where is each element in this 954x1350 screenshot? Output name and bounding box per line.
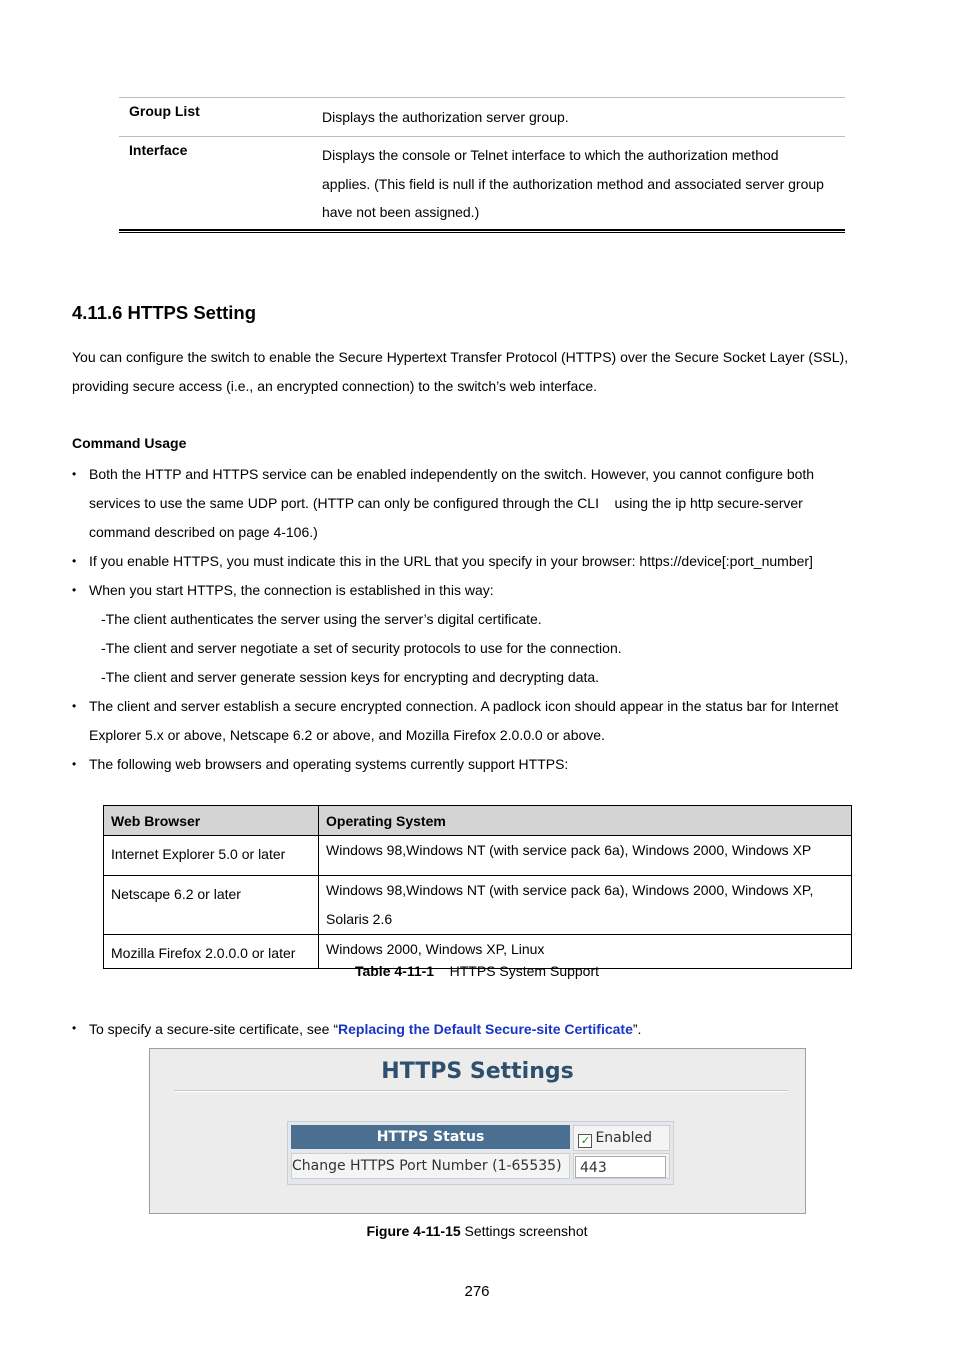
figure-caption [0,1223,954,1239]
enabled-label: Enabled [595,1130,653,1146]
definition-table [119,97,845,233]
description-line: Displays the console or Telnet interface to which the authorization method [322,147,779,163]
screenshot-title: HTTPS Settings [381,1059,574,1084]
table-row [104,876,852,935]
bullet-line: Explorer 5.x or above, Netscape 6.2 or above, and Mozilla Firefox 2.0.0.0 or above. [89,727,605,743]
enabled-checkbox[interactable]: ✓ [578,1134,592,1148]
os-cell [319,876,852,935]
title-divider [174,1090,788,1092]
bullet-line: command described on page 4-106.) [89,524,318,540]
figure-caption-text: Settings screenshot [464,1223,588,1239]
browser-cell: Netscape 6.2 or later [104,876,319,935]
os-line: Windows 98,Windows NT (with service pack 6a), Windows 2000, Windows XP, [326,882,814,898]
bullet-line: • The client and server establish a secure encrypted connection. A padlock icon should appear in the status bar for Internet [89,698,839,714]
bullet-line: services to use the same UDP port. (HTTP can only be configured through the CLI using the ip http secure-server [89,495,803,511]
os-line: Solaris 2.6 [326,911,393,927]
definition-description: Displays the authorization server group. [322,109,569,125]
https-support-table [103,805,852,969]
column-header-browser: Web Browser [104,806,319,836]
intro-line: You can configure the switch to enable the Secure Hypertext Transfer Protocol (HTTPS) over the Secure Socket Layer (SSL), [72,349,849,365]
column-header-os: Operating System [319,806,852,836]
bullet-line: • Both the HTTP and HTTPS service can be enabled independently on the switch. However, you cannot configure both [89,466,815,482]
table-caption-number: Table 4-11-1 [354,963,435,979]
browser-cell: Internet Explorer 5.0 or later [104,836,319,876]
bullet-line: • The following web browsers and operating systems currently support HTTPS: [89,756,569,772]
bullet-item [72,1021,641,1037]
page-number: 276 [464,1283,490,1300]
bullet-item [72,576,872,692]
table-caption-text: HTTPS System Support [449,963,600,979]
figure-caption-number: Figure 4-11-15 [366,1223,461,1239]
bullet-line: • If you enable HTTPS, you must indicate this in the URL that you specify in your browser: https://device[:port_number] [89,553,813,569]
sub-item: -The client and server negotiate a set of security protocols to use for the connection. [101,640,622,656]
usage-bullet-list [72,460,872,779]
certificate-link[interactable]: Replacing the Default Secure-site Certificate [338,1021,633,1037]
definition-row-group-list [119,97,845,136]
port-number-input[interactable]: 443 [575,1156,666,1178]
sub-item: -The client and server generate session keys for encrypting and decrypting data. [101,669,600,685]
table-header-row [104,806,852,836]
bullet-item [72,692,872,750]
cert-prefix: To specify a secure-site certificate, see “ [89,1021,338,1037]
table-caption [0,963,954,979]
port-number-label-cell [291,1153,570,1179]
certificate-bullet [72,1021,641,1037]
browser-cell: Mozilla Firefox 2.0.0.0 or later [104,935,319,969]
settings-form [287,1121,674,1185]
os-cell: Windows 2000, Windows XP, Linux [319,935,852,969]
bullet-line: • When you start HTTPS, the connection is established in this way: [89,582,494,598]
bullet-item [72,547,872,576]
definition-row-interface [119,136,845,229]
https-settings-screenshot [149,1048,806,1214]
bullet-item [72,460,872,547]
port-number-label: Change HTTPS Port Number (1-65535) [292,1158,562,1174]
table-row [104,836,852,876]
definition-term: Interface [129,142,188,158]
description-line: applies. (This field is null if the authorization method and associated server group [322,175,824,192]
intro-paragraph [72,343,882,401]
https-status-label: HTTPS Status [291,1125,570,1149]
command-usage-heading: Command Usage [72,435,187,451]
bullet-item [72,750,872,779]
os-cell: Windows 98,Windows NT (with service pack 6a), Windows 2000, Windows XP [319,836,852,876]
table-bottom-rule [119,229,845,233]
https-status-cell [573,1125,670,1151]
definition-description [322,141,845,227]
sub-item: -The client authenticates the server using the server’s digital certificate. [101,611,542,627]
intro-line: providing secure access (i.e., an encrypted connection) to the switch’s web interface. [72,378,598,394]
description-line: have not been assigned.) [322,204,480,220]
cert-suffix: ”. [632,1021,642,1037]
section-heading: 4.11.6 HTTPS Setting [72,302,257,323]
definition-term: Group List [129,103,200,119]
